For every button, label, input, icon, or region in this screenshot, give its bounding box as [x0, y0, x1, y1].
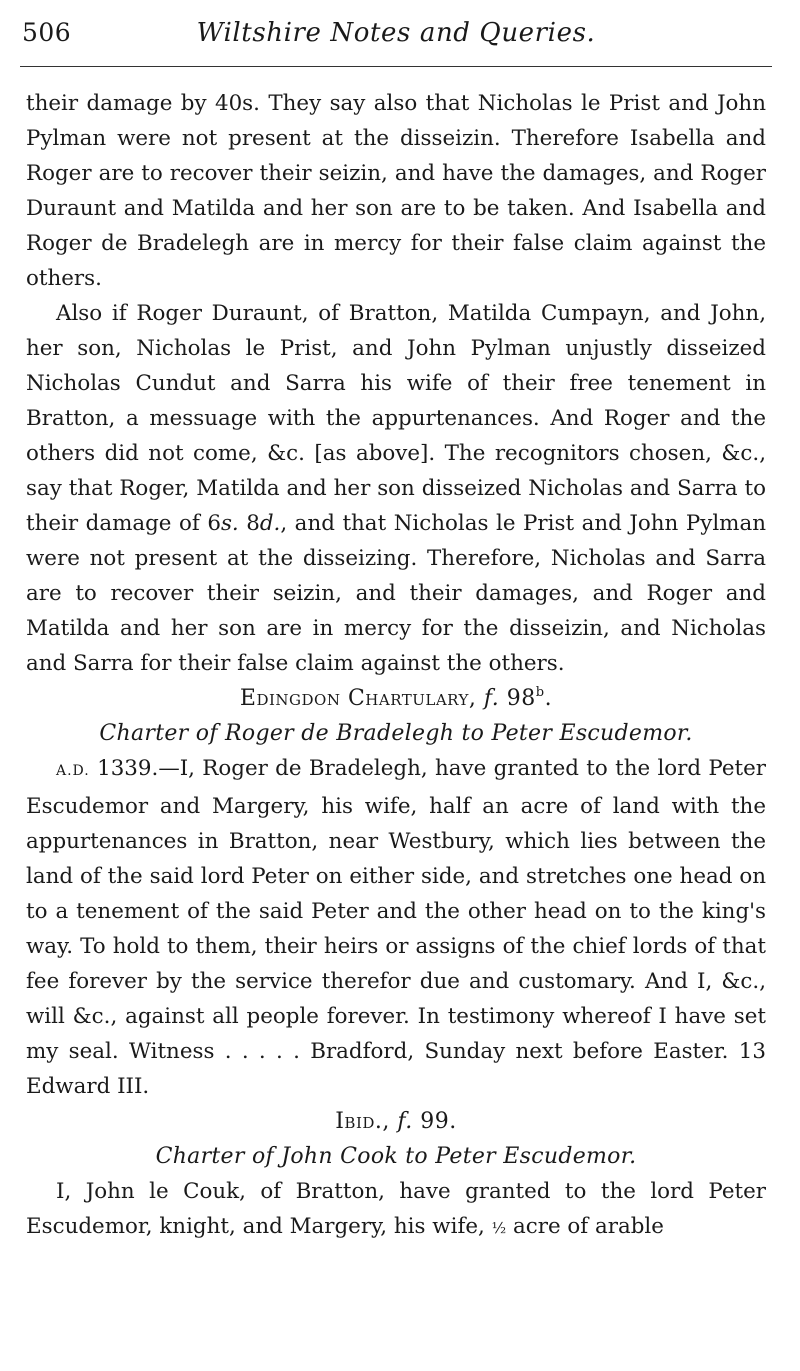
section-heading-edingdon [26, 681, 766, 716]
folio-abbrev: f. [483, 686, 500, 711]
running-title: Wiltshire Notes and Queries. [196, 18, 596, 48]
paragraph-bradelegh-charter [26, 751, 766, 1104]
paragraph-continuation: their damage by 40s. They say also that Nicholas le Prist and John Pylman were not present at the disseizin. Therefore Isabella and Roger are to recover their seizin, and have the damages, and Roger Duraunt and Matilda and her son are to be taken. And Isabella and Roger de Bradelegh are in mercy for their false claim against the others. [26, 91, 766, 291]
paragraph-text: acre of arable [513, 1214, 664, 1239]
shillings-abbrev: s. [220, 511, 239, 536]
paragraph-text: 1339.—I, Roger de Bradelegh, have granted to the lord Peter Escudemor and Margery, his wife, half an acre of land with the appurtenances in Bratton, near Westbury, which lies between the land of the said lord Peter on either side, and stretches one head on to a tenement of the said Peter and the other head on to the king's way. To hold to them, their heirs or assigns of the chief lords of that fee forever by the service therefor due and customary. And I, &c., will &c., against all people forever. In testimony whereof I have set my seal. Witness . . . . . Bradford, Sunday next before Easter. 13 Edward III. [26, 756, 766, 1099]
paragraph-text: , and that Nicholas le Prist and John Pylman were not present at the disseizing. Therefore, Nicholas and Sarra are to recover their seizin, and their damages, and Roger and Matilda and her son are in mercy for the disseizin, and Nicholas and Sarra for their false claim against the others. [26, 511, 766, 676]
source-name: Ibid., [335, 1109, 390, 1134]
folio-superscript: b [535, 685, 545, 700]
fraction-half: ½ [491, 1219, 507, 1237]
section-heading-ibid [26, 1104, 766, 1139]
folio-number: 98 [506, 686, 536, 711]
pence-abbrev: d. [259, 511, 281, 536]
header-rule [20, 66, 772, 67]
page-number: 506 [22, 18, 72, 47]
charter-title-cook: Charter of John Cook to Peter Escudemor. [155, 1144, 637, 1169]
paragraph-cook-charter [26, 1174, 766, 1246]
page-header [22, 14, 770, 54]
source-name: Edingdon Chartulary, [239, 686, 477, 711]
paragraph-text: Also if Roger Duraunt, of Bratton, Matilda Cumpayn, and John, her son, Nicholas le Prist, and John Pylman unjustly disseized Nicholas Cundut and Sarra his wife of their free tenement in Bratton, a messuage with the appurtenances. And Roger and the others did not come, &c. [as above]. The recognitors chosen, &c., say that Roger, Matilda and her son disseized Nicholas and Sarra to their damage of 6 [26, 301, 766, 536]
body-text [26, 86, 766, 1246]
era-abbrev: A.D. [56, 763, 90, 779]
charter-title-bradelegh: Charter of Roger de Bradelegh to Peter Escudemor. [99, 721, 693, 746]
paragraph-cundut-claim [26, 296, 766, 681]
paragraph-text: 8 [238, 511, 260, 536]
paragraph-text: I, John le Couk, of Bratton, have granted to the lord Peter Escudemor, knight, and Margery, his wife, [26, 1179, 766, 1239]
folio-end: . [544, 686, 553, 711]
folio-number: 99. [420, 1109, 457, 1134]
folio-abbrev: f. [397, 1109, 413, 1134]
